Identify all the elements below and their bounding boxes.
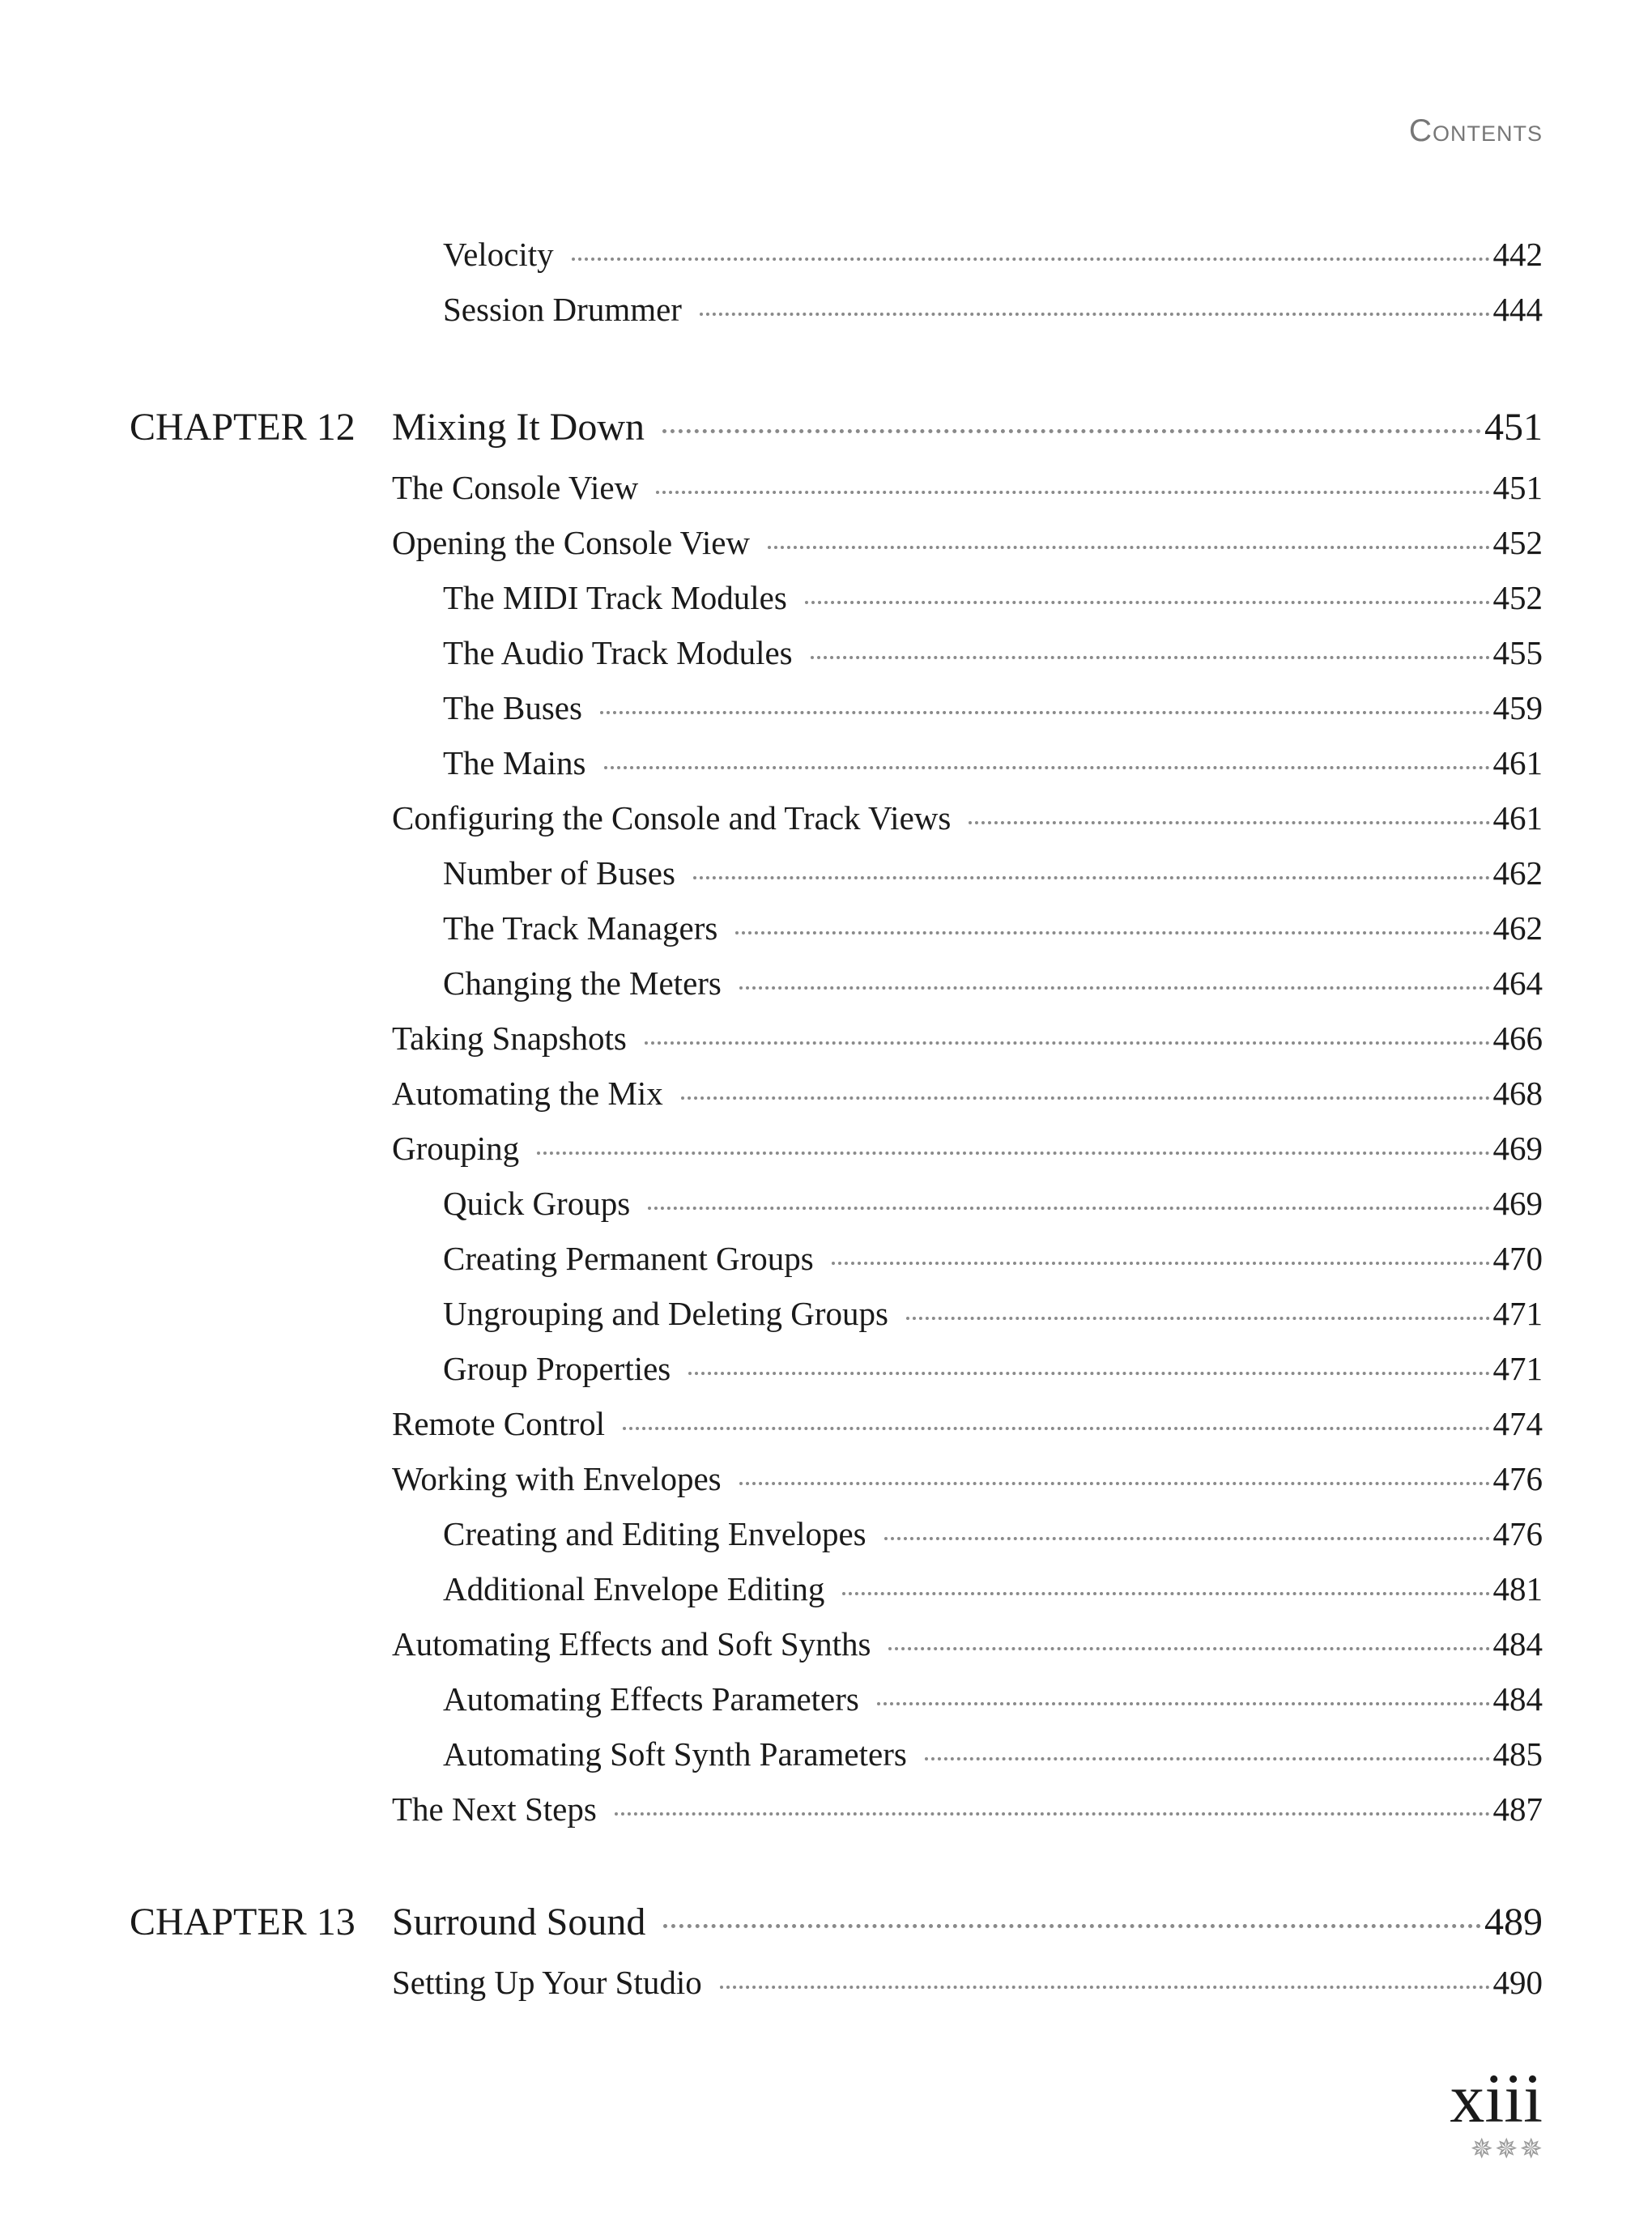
toc-entry — [0, 1129, 1543, 1174]
toc-entry-page: 466 — [1492, 1020, 1543, 1057]
toc-entry — [0, 523, 1543, 568]
toc-entry — [0, 743, 1543, 789]
toc-entry — [0, 1963, 1543, 2008]
toc-entry — [0, 633, 1543, 679]
toc-entry — [0, 235, 1543, 280]
toc-entry-page: 452 — [1492, 524, 1543, 561]
toc-entry — [0, 1239, 1543, 1284]
toc-entry-title: The Console View — [392, 469, 639, 506]
dot-leader — [662, 429, 1481, 433]
toc-entry-title: Automating the Mix — [392, 1075, 663, 1112]
toc-entry-title: Creating Permanent Groups — [443, 1240, 814, 1277]
toc-entry-title: Additional Envelope Editing — [443, 1570, 825, 1607]
toc-entry-title: Surround Sound — [392, 1901, 646, 1943]
dot-leader — [720, 1986, 1490, 1989]
toc-entry-title: Remote Control — [392, 1405, 606, 1442]
toc-entry — [0, 798, 1543, 844]
toc-entry — [0, 1184, 1543, 1229]
toc-entry-title: Ungrouping and Deleting Groups — [443, 1295, 888, 1332]
toc-entry-title: Quick Groups — [443, 1185, 631, 1222]
toc-entry-title: The Track Managers — [443, 909, 718, 947]
dot-leader — [663, 1924, 1481, 1928]
chapter-label: CHAPTER 13 — [130, 1901, 356, 1943]
toc-entry-page: 484 — [1492, 1625, 1543, 1662]
toc-entry-title: Working with Envelopes — [392, 1460, 722, 1497]
toc-entry-title: Mixing It Down — [392, 406, 645, 449]
toc-entry-page: 476 — [1492, 1515, 1543, 1552]
toc-entry — [0, 1569, 1543, 1615]
toc-entry-page: 470 — [1492, 1240, 1543, 1277]
toc-entry-page: 451 — [1492, 469, 1543, 506]
dot-leader — [604, 766, 1490, 769]
dot-leader — [700, 313, 1490, 316]
toc-entry-title: Automating Effects Parameters — [443, 1680, 859, 1718]
dot-leader — [656, 491, 1489, 494]
toc-entry-title: Automating Soft Synth Parameters — [443, 1735, 907, 1773]
toc-entry — [0, 1514, 1543, 1560]
toc-entry-title: Velocity — [443, 236, 554, 273]
toc-entry-page: 490 — [1492, 1964, 1543, 2001]
toc-entry-title: Opening the Console View — [392, 524, 751, 561]
toc-entry-page: 462 — [1492, 854, 1543, 892]
dot-leader — [645, 1041, 1490, 1045]
toc-entry — [0, 909, 1543, 954]
toc-entry — [0, 1404, 1543, 1450]
toc-entry-page: 461 — [1492, 744, 1543, 781]
ornament-icon: ✵✵✵ — [1470, 2133, 1544, 2165]
dot-leader — [600, 711, 1490, 714]
toc-entry — [0, 1624, 1543, 1670]
toc-entry-page: 487 — [1492, 1790, 1543, 1828]
dot-leader — [888, 1647, 1489, 1650]
toc-entry-title: The Audio Track Modules — [443, 634, 793, 671]
page-number: xiii — [1450, 2059, 1543, 2137]
toc-chapter-entry — [0, 1900, 1543, 1956]
dot-leader — [925, 1757, 1490, 1760]
toc-entry-page: 485 — [1492, 1735, 1543, 1773]
toc-entry-page: 471 — [1492, 1295, 1543, 1332]
chapter-label: CHAPTER 12 — [130, 406, 356, 449]
toc-entry — [0, 1294, 1543, 1339]
dot-leader — [681, 1096, 1490, 1100]
toc-entry-title: Configuring the Console and Track Views — [392, 799, 952, 837]
dot-leader — [969, 821, 1489, 824]
toc-entry-page: 452 — [1492, 579, 1543, 616]
dot-leader — [842, 1592, 1489, 1595]
dot-leader — [884, 1537, 1490, 1540]
toc-entry-page: 474 — [1492, 1405, 1543, 1442]
dot-leader — [615, 1812, 1490, 1816]
toc-entry — [0, 468, 1543, 513]
dot-leader — [877, 1702, 1490, 1705]
toc-entry-page: 471 — [1492, 1350, 1543, 1387]
toc-entry-title: Taking Snapshots — [392, 1020, 627, 1057]
toc-entry-title: Number of Buses — [443, 854, 675, 892]
dot-leader — [688, 1372, 1489, 1375]
dot-leader — [739, 986, 1490, 990]
toc-entry-page: 451 — [1484, 406, 1543, 449]
toc-entry-title: Changing the Meters — [443, 964, 722, 1002]
toc-entry — [0, 854, 1543, 899]
dot-leader — [623, 1427, 1489, 1430]
toc-entry-page: 468 — [1492, 1075, 1543, 1112]
dot-leader — [805, 601, 1490, 604]
toc-entry-page: 484 — [1492, 1680, 1543, 1718]
toc-entry — [0, 578, 1543, 624]
dot-leader — [811, 656, 1490, 659]
toc-entry-title: Creating and Editing Envelopes — [443, 1515, 866, 1552]
toc-entry-page: 469 — [1492, 1130, 1543, 1167]
toc-entry-page: 444 — [1492, 291, 1543, 328]
dot-leader — [739, 1482, 1490, 1485]
toc-entry-page: 476 — [1492, 1460, 1543, 1497]
toc-entry-title: The Mains — [443, 744, 586, 781]
dot-leader — [537, 1152, 1489, 1155]
toc-entry — [0, 1019, 1543, 1064]
toc-entry — [0, 290, 1543, 335]
toc-entry-page: 462 — [1492, 909, 1543, 947]
toc-entry-page: 481 — [1492, 1570, 1543, 1607]
toc-entry — [0, 1459, 1543, 1505]
toc-entry — [0, 1074, 1543, 1119]
toc-entry-page: 455 — [1492, 634, 1543, 671]
toc-entry-title: Automating Effects and Soft Synths — [392, 1625, 871, 1662]
toc-entry — [0, 964, 1543, 1009]
toc-entry — [0, 1679, 1543, 1725]
toc-entry-title: Grouping — [392, 1130, 520, 1167]
toc-entry-title: Session Drummer — [443, 291, 682, 328]
running-head: Contents — [1408, 113, 1543, 148]
toc-entry-title: Setting Up Your Studio — [392, 1964, 702, 2001]
toc-entry — [0, 1735, 1543, 1780]
dot-leader — [768, 546, 1489, 549]
toc-entry-page: 459 — [1492, 689, 1543, 726]
toc-entry-title: The Buses — [443, 689, 582, 726]
toc-entry-page: 469 — [1492, 1185, 1543, 1222]
toc-entry-page: 489 — [1484, 1901, 1543, 1943]
dot-leader — [906, 1317, 1490, 1320]
toc-entry-title: Group Properties — [443, 1350, 671, 1387]
toc-chapter-entry — [0, 405, 1543, 462]
dot-leader — [693, 876, 1490, 879]
dot-leader — [572, 258, 1490, 261]
toc-entry-page: 461 — [1492, 799, 1543, 837]
toc-entry — [0, 1790, 1543, 1835]
toc-entry-title: The MIDI Track Modules — [443, 579, 787, 616]
toc-entry-page: 464 — [1492, 964, 1543, 1002]
dot-leader — [832, 1262, 1490, 1265]
dot-leader — [735, 931, 1489, 934]
toc-entry — [0, 1349, 1543, 1394]
dot-leader — [648, 1207, 1489, 1210]
toc-entry-title: The Next Steps — [392, 1790, 597, 1828]
toc-entry-page: 442 — [1492, 236, 1543, 273]
toc-entry — [0, 688, 1543, 734]
